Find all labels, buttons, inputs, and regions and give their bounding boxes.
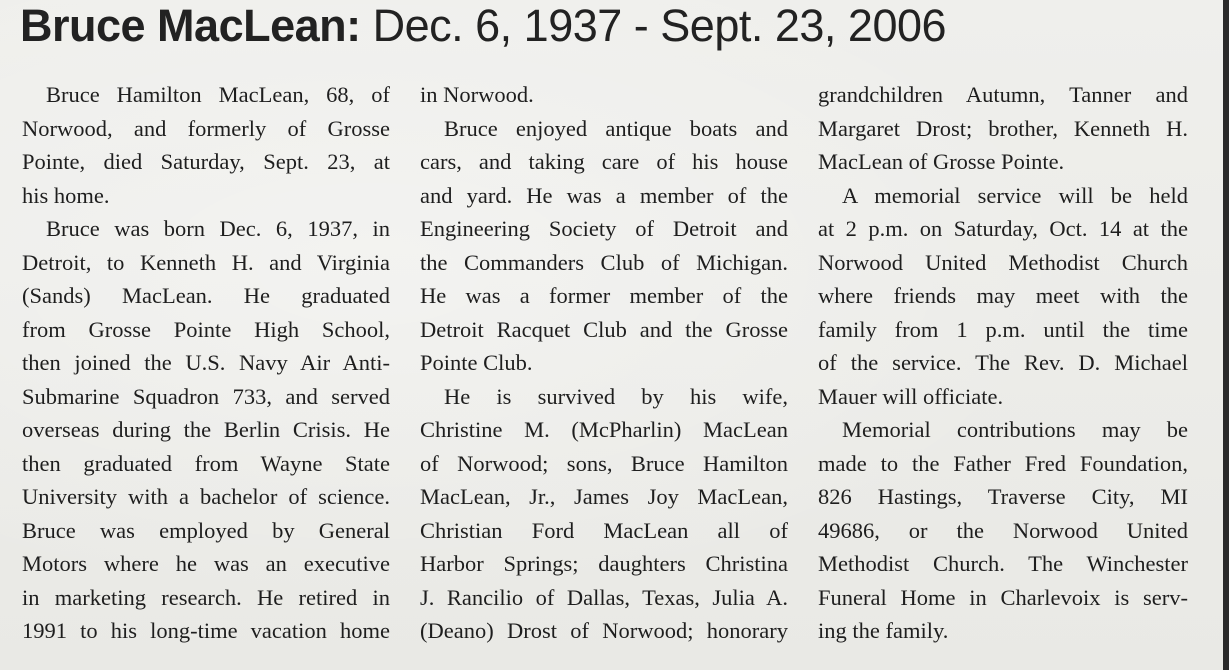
article-line: Engineering Society of Detroit and bbox=[420, 216, 788, 241]
article-line: MacLean of Grosse Pointe. bbox=[818, 149, 1065, 174]
article-column-2 bbox=[420, 78, 788, 648]
article-line: Funeral Home in Charlevoix is serv- bbox=[818, 584, 1188, 610]
article-line: Christian Ford MacLean all of bbox=[420, 517, 788, 543]
article-line: University with a bachelor of science. bbox=[22, 484, 390, 509]
page-edge-rule bbox=[1223, 0, 1229, 670]
article-line: Detroit Racquet Club and the Grosse bbox=[420, 316, 788, 342]
article-line: in Norwood. bbox=[420, 82, 534, 107]
article-line: and yard. He was a member of the bbox=[420, 182, 788, 208]
article-column-3 bbox=[818, 78, 1188, 648]
article-line: Bruce was born Dec. 6, 1937, in bbox=[46, 216, 390, 241]
article-line: Harbor Springs; daughters Christina bbox=[420, 551, 788, 576]
article-line: Bruce enjoyed antique boats and bbox=[444, 115, 788, 141]
article-line: Norwood, and formerly of Grosse bbox=[22, 115, 390, 141]
article-line: in marketing research. He retired in bbox=[22, 584, 390, 610]
article-line: made to the Father Fred Foundation, bbox=[818, 450, 1188, 476]
article-line: MacLean, Jr., James Joy MacLean, bbox=[420, 484, 788, 509]
article-line: J. Rancilio of Dallas, Texas, Julia A. bbox=[420, 584, 788, 610]
article-line: family from 1 p.m. until the time bbox=[818, 316, 1188, 342]
article-line: Pointe, died Saturday, Sept. 23, at bbox=[22, 149, 390, 174]
article-line: cars, and taking care of his house bbox=[420, 149, 788, 174]
article-line: Norwood United Methodist Church bbox=[818, 249, 1188, 275]
article-line: Detroit, to Kenneth H. and Virginia bbox=[22, 249, 390, 275]
headline-dates: Dec. 6, 1937 - Sept. 23, 2006 bbox=[372, 0, 947, 51]
article-line: Motors where he was an executive bbox=[22, 551, 390, 576]
article-line: grandchildren Autumn, Tanner and bbox=[818, 82, 1188, 107]
obituary-headline bbox=[20, 0, 1200, 56]
article-line: the Commanders Club of Michigan. bbox=[420, 249, 788, 275]
article-line: of the service. The Rev. D. Michael bbox=[818, 350, 1188, 375]
article-line: Methodist Church. The Winchester bbox=[818, 551, 1188, 576]
article-line: A memorial service will be held bbox=[842, 182, 1188, 208]
article-line: from Grosse Pointe High School, bbox=[22, 316, 390, 342]
article-line: his home. bbox=[22, 182, 110, 208]
article-line: Mauer will officiate. bbox=[818, 383, 1004, 409]
article-line: then joined the U.S. Navy Air Anti- bbox=[22, 350, 390, 375]
article-line: (Sands) MacLean. He graduated bbox=[22, 283, 390, 308]
article-line: overseas during the Berlin Crisis. He bbox=[22, 417, 390, 442]
article-line: then graduated from Wayne State bbox=[22, 450, 390, 476]
article-line: Margaret Drost; brother, Kenneth H. bbox=[818, 115, 1188, 141]
article-line: Memorial contributions may be bbox=[842, 417, 1188, 442]
article-line: at 2 p.m. on Saturday, Oct. 14 at the bbox=[818, 216, 1188, 241]
article-line: 49686, or the Norwood United bbox=[818, 517, 1188, 543]
article-line: ing the family. bbox=[818, 618, 949, 643]
article-line: of Norwood; sons, Bruce Hamilton bbox=[420, 450, 788, 476]
article-line: Bruce Hamilton MacLean, 68, of bbox=[46, 82, 390, 107]
headline-name: Bruce MacLean: bbox=[20, 0, 361, 51]
article-line: Pointe Club. bbox=[420, 350, 533, 375]
article-line: 1991 to his long-time vacation home bbox=[22, 618, 390, 643]
article-line: Bruce was employed by General bbox=[22, 517, 390, 543]
article-line: He is survived by his wife, bbox=[444, 383, 788, 409]
article-line: Submarine Squadron 733, and served bbox=[22, 383, 390, 409]
article-line: He was a former member of the bbox=[420, 283, 788, 308]
article-line: 826 Hastings, Traverse City, MI bbox=[818, 484, 1188, 509]
article-column-1 bbox=[22, 78, 390, 648]
article-line: where friends may meet with the bbox=[818, 283, 1188, 308]
article-line: (Deano) Drost of Norwood; honorary bbox=[420, 618, 788, 643]
article-line: Christine M. (McPharlin) MacLean bbox=[420, 417, 788, 442]
